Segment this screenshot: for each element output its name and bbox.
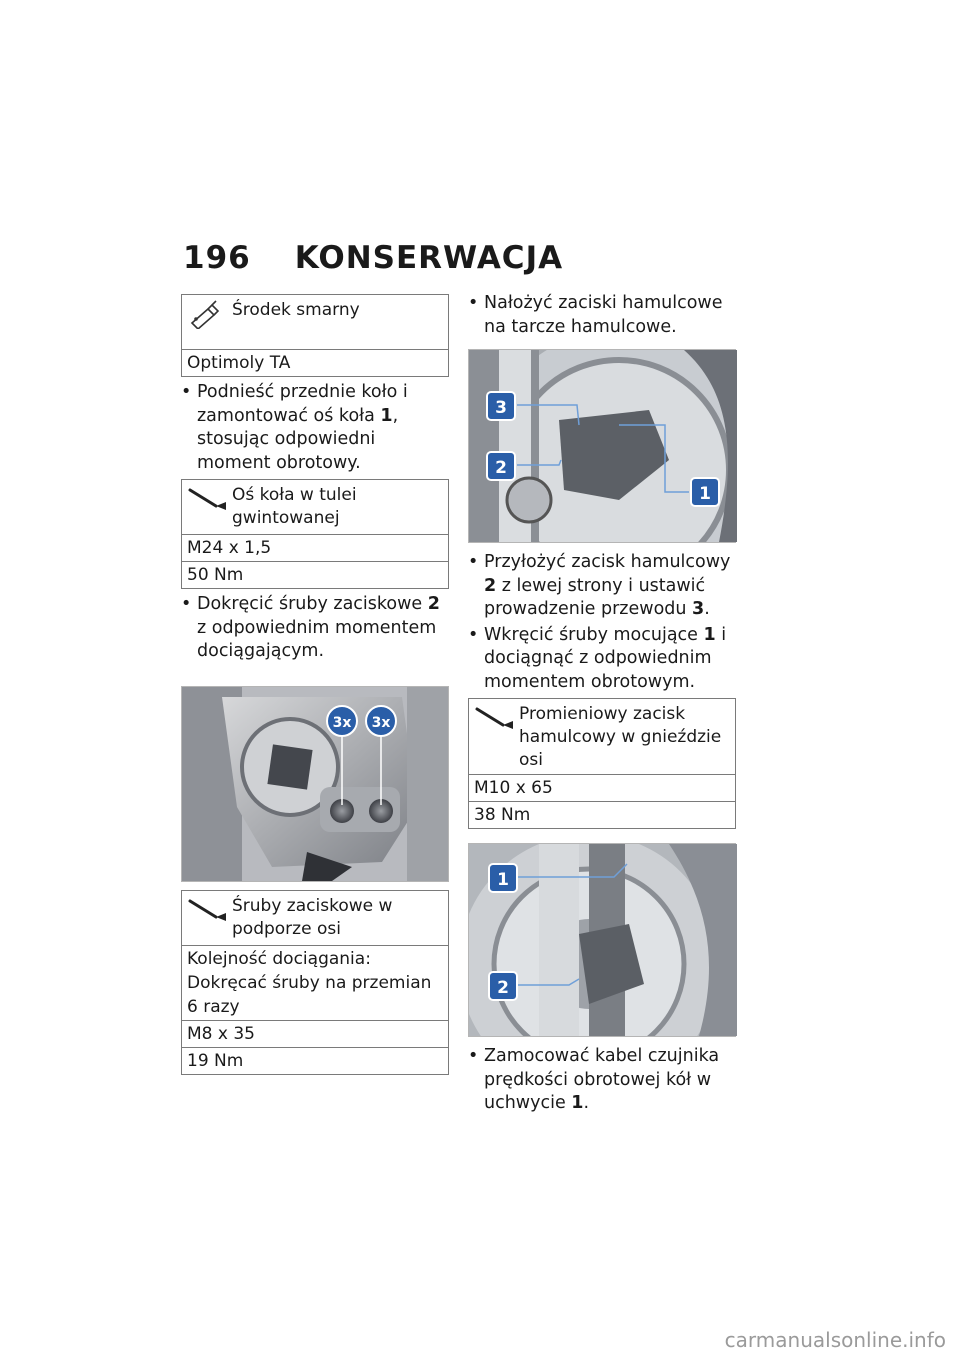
callout-label: 1	[699, 484, 711, 504]
ref-number: 2	[484, 575, 497, 596]
box-value: Kolejność dociągania: Dokręcać śruby na przemian 6 razy	[182, 945, 448, 1020]
watermark: carmanualsonline.info	[724, 1328, 946, 1352]
callout-label: 3x	[332, 714, 352, 731]
page-header	[183, 240, 563, 276]
ref-number: 1	[380, 405, 393, 426]
instruction-bullet: • Podnieść przednie koło i zamontować oś koła 1, stosując odpowiedni moment obrotowy.	[181, 381, 449, 475]
box-title: Oś koła w tulei gwintowanej	[232, 485, 357, 528]
box-value: M8 x 35	[182, 1020, 448, 1047]
right-column	[468, 290, 736, 1118]
instruction-bullet: • Nałożyć zaciski hamulcowe na tarcze hamulcowe.	[468, 292, 736, 339]
callout-label: 3	[495, 398, 507, 418]
instruction-bullet: • Zamocować kabel czujnika prędkości obrotowej kół w uchwycie 1.	[468, 1045, 736, 1116]
box-value: 38 Nm	[469, 801, 735, 828]
instruction-bullet: • Przyłożyć zacisk hamulcowy 2 z lewej strony i ustawić prowadzenie przewodu 3.	[468, 551, 736, 622]
axle-clamp-photo	[181, 686, 449, 882]
instruction-bullet: • Wkręcić śruby mocujące 1 i dociągnąć z odpowiednim momentem obrotowym.	[468, 624, 736, 695]
callout-label: 2	[497, 978, 509, 998]
box-value: 50 Nm	[182, 561, 448, 588]
speed-sensor-photo	[468, 843, 736, 1037]
ref-number: 2	[427, 594, 440, 614]
box-value: Optimoly TA	[182, 349, 448, 376]
instruction-bullet: • Dokręcić śruby zaciskowe 2 z odpowiednim momentem dociągającym.	[181, 593, 449, 664]
ref-number: 3	[692, 599, 705, 619]
torque-box-clamp	[181, 890, 449, 1075]
torque-box-caliper	[468, 698, 736, 829]
grease-tube-icon	[186, 299, 232, 329]
page-number: 196	[183, 240, 251, 276]
torque-wrench-icon	[473, 703, 519, 733]
box-value: 19 Nm	[182, 1047, 448, 1074]
ref-number: 1	[571, 1093, 584, 1113]
box-title: Śruby zaciskowe w podporze osi	[232, 895, 393, 939]
callout-label: 3x	[371, 714, 391, 731]
torque-wrench-icon	[186, 484, 232, 514]
box-value: M24 x 1,5	[182, 534, 448, 561]
box-title: Środek smarny	[232, 300, 360, 320]
lubricant-box	[181, 294, 449, 377]
box-title: Promieniowy zacisk hamulcowy w gnieździe osi	[519, 704, 722, 770]
ref-number: 1	[703, 624, 716, 645]
torque-wrench-icon	[186, 895, 232, 925]
page-title: KONSERWACJA	[294, 240, 564, 276]
callout-label: 2	[495, 458, 507, 478]
box-value: M10 x 65	[469, 774, 735, 801]
brake-caliper-photo	[468, 349, 736, 543]
left-column	[181, 290, 449, 1079]
torque-box-axle	[181, 479, 449, 589]
callout-label: 1	[497, 870, 509, 890]
